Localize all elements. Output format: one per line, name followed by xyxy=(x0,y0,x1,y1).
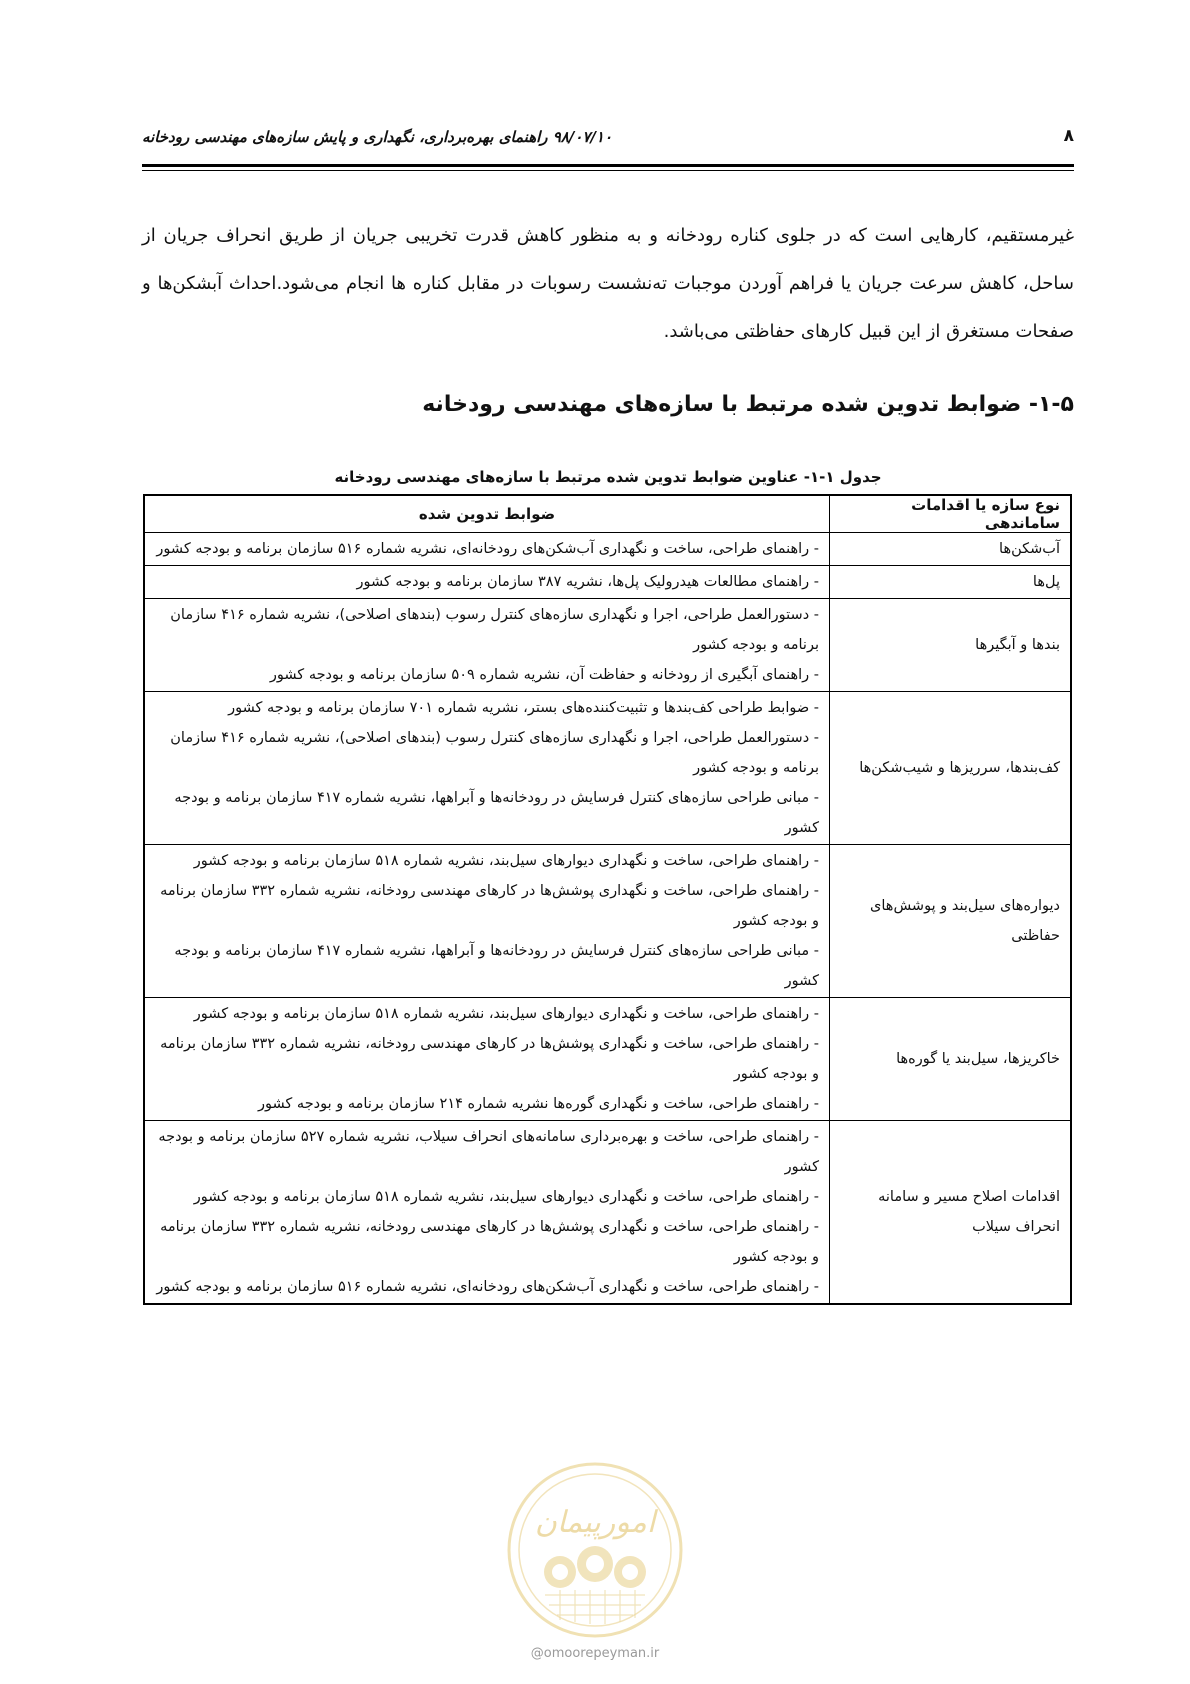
structure-type-cell: آب‌شکن‌ها xyxy=(830,533,1072,566)
header-rule-thick xyxy=(142,164,1074,167)
standard-item: - راهنمای طراحی، ساخت و نگهداری پوشش‌ها در کارهای مهندسی رودخانه، نشریه شماره ۳۳۲ سازمان برنامه و بودجه کشور xyxy=(160,1219,819,1265)
standard-item: - راهنمای طراحی، ساخت و نگهداری پوشش‌ها در کارهای مهندسی رودخانه، نشریه شماره ۳۳۲ سازمان برنامه و بودجه کشور xyxy=(160,883,819,929)
standard-item: - دستورالعمل طراحی، اجرا و نگهداری سازه‌های کنترل رسوب (بندهای اصلاحی)، نشریه شماره ۴۱۶ سازمان برنامه و بودجه کشور xyxy=(170,730,819,776)
structure-type-cell: پل‌ها xyxy=(830,566,1072,599)
standards-table xyxy=(143,494,1072,1305)
standard-item: - راهنمای طراحی، ساخت و نگهداری آب‌شکن‌های رودخانه‌ای، نشریه شماره ۵۱۶ سازمان برنامه و بودجه کشور xyxy=(156,541,819,557)
standards-cell xyxy=(144,533,830,566)
table-row xyxy=(144,599,1071,692)
header-structure-type: نوع سازه یا اقدامات ساماندهی xyxy=(830,495,1072,533)
standard-item: - راهنمای طراحی، ساخت و بهره‌برداری سامانه‌های انحراف سیلاب، نشریه شماره ۵۲۷ سازمان برنامه و بودجه کشور xyxy=(158,1129,819,1175)
table-caption: جدول ۱-۱- عناوین ضوابط تدوین شده مرتبط با سازه‌های مهندسی رودخانه xyxy=(334,468,882,486)
page-header xyxy=(142,126,1074,156)
standard-item: - راهنمای مطالعات هیدرولیک پل‌ها، نشریه ۳۸۷ سازمان برنامه و بودجه کشور xyxy=(356,574,819,590)
structure-type-cell: کف‌بندها، سرریزها و شیب‌شکن‌ها xyxy=(830,692,1072,845)
standard-item: - دستورالعمل طراحی، اجرا و نگهداری سازه‌های کنترل رسوب (بندهای اصلاحی)، نشریه شماره ۴۱۶ سازمان برنامه و بودجه کشور xyxy=(170,607,819,653)
standards-cell xyxy=(144,599,830,692)
table-row xyxy=(144,845,1071,998)
header-rule-thin xyxy=(142,170,1074,171)
watermark-logo-text: امورپیمان xyxy=(534,1505,656,1540)
standard-item: - راهنمای آبگیری از رودخانه و حفاظت آن، نشریه شماره ۵۰۹ سازمان برنامه و بودجه کشور xyxy=(269,667,819,683)
structure-type-cell: خاکریزها، سیل‌بند یا گوره‌ها xyxy=(830,998,1072,1121)
standard-item: - مبانی طراحی سازه‌های کنترل فرسایش در رودخانه‌ها و آبراهها، نشریه شماره ۴۱۷ سازمان برنامه و بودجه کشور xyxy=(174,790,819,836)
standard-item: - راهنمای طراحی، ساخت و نگهداری دیوارهای سیل‌بند، نشریه شماره ۵۱۸ سازمان برنامه و بودجه کشور xyxy=(193,853,819,869)
table-header-row xyxy=(144,495,1071,533)
standard-item: - راهنمای طراحی، ساخت و نگهداری آب‌شکن‌های رودخانه‌ای، نشریه شماره ۵۱۶ سازمان برنامه و بودجه کشور xyxy=(156,1279,819,1295)
standard-item: - راهنمای طراحی، ساخت و نگهداری گوره‌ها نشریه شماره ۲۱۴ سازمان برنامه و بودجه کشور xyxy=(257,1096,819,1112)
body-paragraph: غیرمستقیم، کارهایی است که در جلوی کناره رودخانه و به منظور کاهش قدرت تخریبی جریان از طریق انحراف جریان از ساحل، کاهش سرعت جریان یا فراهم آوردن موجبات ته‌نشست رسوبات در مقابل کناره ها انجام می‌شود.احداث آبشکن‌ها و صفحات مستغرق از این قبیل کارهای حفاظتی می‌باشد. xyxy=(142,225,1074,342)
structure-type-cell: بندها و آبگیرها xyxy=(830,599,1072,692)
table-row xyxy=(144,533,1071,566)
watermark-url: @omoorepeyman.ir xyxy=(530,1646,660,1661)
header-standards: ضوابط تدوین شده xyxy=(144,495,830,533)
table-row xyxy=(144,692,1071,845)
standard-item: - راهنمای طراحی، ساخت و نگهداری دیوارهای سیل‌بند، نشریه شماره ۵۱۸ سازمان برنامه و بودجه کشور xyxy=(193,1006,819,1022)
standard-item: - راهنمای طراحی، ساخت و نگهداری دیوارهای سیل‌بند، نشریه شماره ۵۱۸ سازمان برنامه و بودجه کشور xyxy=(193,1189,819,1205)
table-row xyxy=(144,998,1071,1121)
standard-item: - مبانی طراحی سازه‌های کنترل فرسایش در رودخانه‌ها و آبراهها، نشریه شماره ۴۱۷ سازمان برنامه و بودجه کشور xyxy=(174,943,819,989)
structure-type-cell: دیواره‌های سیل‌بند و پوشش‌های حفاظتی xyxy=(830,845,1072,998)
section-heading: ۱-۵- ضوابط تدوین شده مرتبط با سازه‌های مهندسی رودخانه xyxy=(422,392,1074,417)
standard-item: - راهنمای طراحی، ساخت و نگهداری پوشش‌ها در کارهای مهندسی رودخانه، نشریه شماره ۳۳۲ سازمان برنامه و بودجه کشور xyxy=(160,1036,819,1082)
standards-cell xyxy=(144,998,830,1121)
standard-item: - ضوابط طراحی کف‌بندها و تثبیت‌کننده‌های بستر، نشریه شماره ۷۰۱ سازمان برنامه و بودجه کشور xyxy=(228,700,819,716)
standards-cell xyxy=(144,692,830,845)
standards-cell xyxy=(144,1121,830,1305)
watermark-logo xyxy=(505,1460,685,1640)
standards-cell xyxy=(144,845,830,998)
table-row xyxy=(144,1121,1071,1305)
running-title: ۹۸/۰۷/۱۰ راهنمای بهره‌برداری، نگهداری و پایش سازه‌های مهندسی رودخانه xyxy=(142,128,613,146)
standards-cell xyxy=(144,566,830,599)
structure-type-cell: اقدامات اصلاح مسیر و سامانه انحراف سیلاب xyxy=(830,1121,1072,1305)
page-number: ۸ xyxy=(1063,126,1074,146)
table-row xyxy=(144,566,1071,599)
